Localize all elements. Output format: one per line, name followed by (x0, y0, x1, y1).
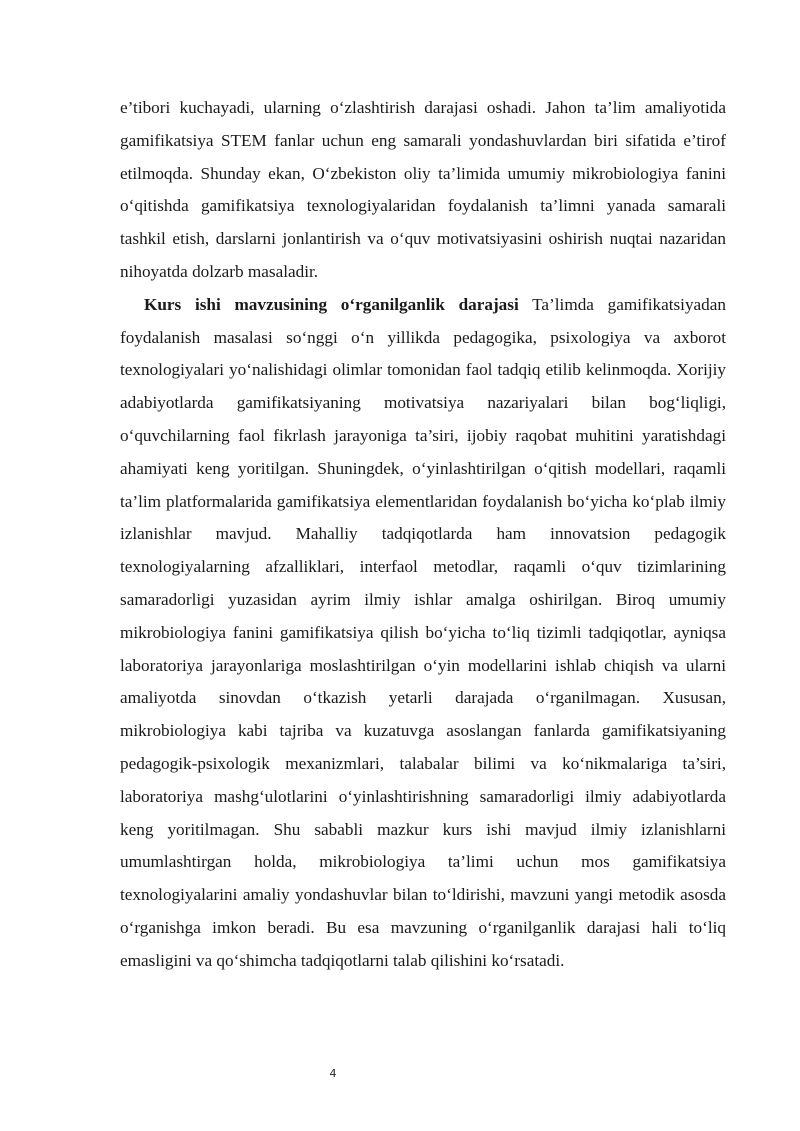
paragraph-study-level (120, 289, 726, 978)
body-text (120, 92, 726, 978)
paragraph-heading: Kurs ishi mavzusining o‘rganilganlik darajasi (144, 294, 519, 314)
page-number: 4 (329, 1067, 337, 1080)
paragraph-continued: e’tibori kuchayadi, ularning o‘zlashtirish darajasi oshadi. Jahon ta’lim amaliyotida gamifikatsiya STEM fanlar uchun eng samarali yondashuvlardan biri sifatida e’tirof etilmoqda. Shunday ekan, O‘zbekiston oliy ta’limida umumiy mikrobiologiya fanini o‘qitishda gamifikatsiya texnologiyalaridan foydalanish ta’limni yanada samarali tashkil etish, darslarni jonlantirish va o‘quv motivatsiyasini oshirish nuqtai nazaridan nihoyatda dolzarb masaladir. (120, 98, 726, 281)
paragraph-body: Ta’limda gamifikatsiyadan foydalanish masalasi so‘nggi o‘n yillikda pedagogika, psixologiya va axborot texnologiyalari yo‘nalishidagi olimlar tomonidan faol tadqiq etilib kelinmoqda. Xorijiy adabiyotlarda gamifikatsiyaning motivatsiya nazariyalari bilan bog‘liqligi, o‘quvchilarning faol fikrlash jarayoniga ta’siri, ijobiy raqobat muhitini yaratishdagi ahamiyati keng yoritilgan. Shuningdek, o‘yinlashtirilgan o‘qitish modellari, raqamli ta’lim platformalarida gamifikatsiya elementlaridan foydalanish bo‘yicha ko‘plab ilmiy izlanishlar mavjud. Mahalliy tadqiqotlarda ham innovatsion pedagogik texnologiyalarning afzalliklari, interfaol metodlar, raqamli o‘quv tizimlarining samaradorligi yuzasidan ayrim ilmiy ishlar amalga oshirilgan. Biroq umumiy mikrobiologiya fanini gamifikatsiya qilish bo‘yicha to‘liq tizimli tadqiqotlar, ayniqsa laboratoriya jarayonlariga moslashtirilgan o‘yin modellarini ishlab chiqish va ularni amaliyotda sinovdan o‘tkazish yetarli darajada o‘rganilmagan. Xususan, mikrobiologiya kabi tajriba va kuzatuvga asoslangan fanlarda gamifikatsiyaning pedagogik-psixologik mexanizmlari, talabalar bilimi va ko‘nikmalariga ta’siri, laboratoriya mashg‘ulotlarini o‘yinlashtirishning samaradorligi ilmiy adabiyotlarda keng yoritilmagan. Shu sababli mazkur kurs ishi mavjud ilmiy izlanishlarni umumlashtirgan holda, mikrobiologiya ta’limi uchun mos gamifikatsiya texnologiyalarini amaliy yondashuvlar bilan to‘ldirishi, mavzuni yangi metodik asosda o‘rganishga imkon beradi. Bu esa mavzuning o‘rganilganlik darajasi hali to‘liq emasligini va qo‘shimcha tadqiqotlarni talab qilishini ko‘rsatadi. (120, 294, 726, 970)
